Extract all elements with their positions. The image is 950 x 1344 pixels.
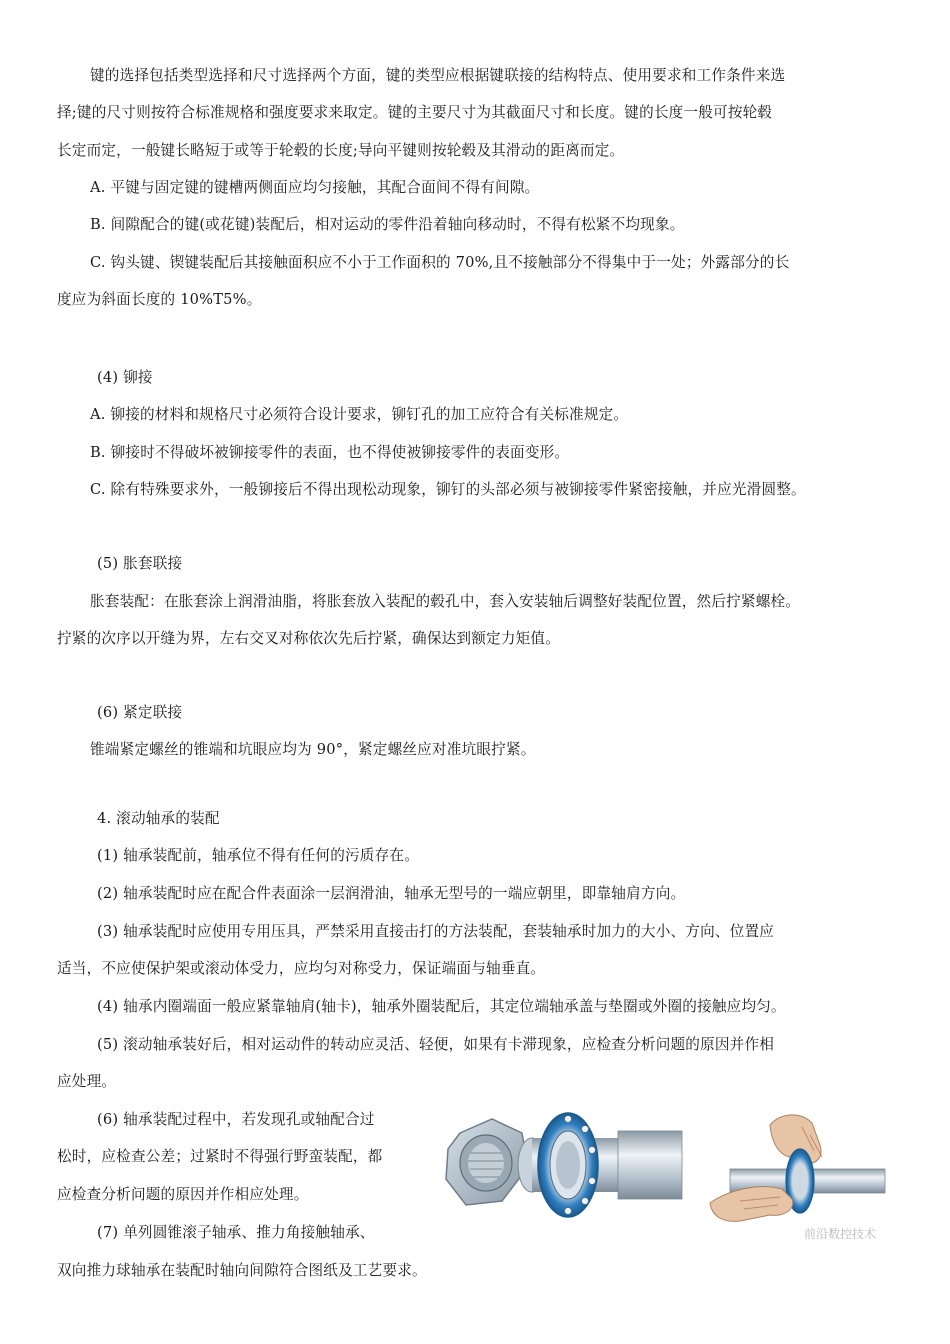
paragraph-line: 适当，不应使保护架或滚动体受力，应均匀对称受力，保证端面与轴垂直。 <box>57 960 546 977</box>
paragraph-line: 度应为斜面长度的 10%T5%。 <box>57 291 262 308</box>
list-item: (1) 轴承装配前，轴承位不得有任何的污质存在。 <box>97 847 419 864</box>
list-item: (7) 单列圆锥滚子轴承、推力角接触轴承、 <box>97 1224 375 1241</box>
list-item: C. 钩头键、锲键装配后其接触面积应不小于工作面积的 70%,且不接触部分不得集中于一处；外露部分的长 <box>90 254 790 271</box>
section-heading: 4. 滚动轴承的装配 <box>97 810 220 827</box>
watermark: 前沿数控技术 <box>803 1227 876 1241</box>
list-item: A. 平键与固定键的键槽两侧面应均匀接触，其配合面间不得有间隙。 <box>90 179 540 196</box>
list-item: (4) 轴承内圈端面一般应紧靠轴肩(轴卡)，轴承外圈装配后，其定位端轴承盖与垫圈或外圈的接触应均匀。 <box>97 998 786 1015</box>
list-item: (6) 轴承装配过程中，若发现孔或轴配合过 <box>97 1111 375 1128</box>
list-item: (3) 轴承装配时应使用专用压具，严禁采用直接击打的方法装配，套装轴承时加力的大小、方向、位置应 <box>97 923 775 940</box>
ball-bearing <box>538 1113 598 1217</box>
paragraph-line: 拧紧的次序以开缝为界，左右交叉对称依次先后拧紧，确保达到额定力矩值。 <box>57 630 560 647</box>
paragraph-line: 胀套装配：在胀套涂上润滑油脂，将胀套放入装配的毂孔中，套入安装轴后调整好装配位置，然后拧紧螺栓。 <box>90 593 801 610</box>
list-item: (2) 轴承装配时应在配合件表面涂一层润滑油，轴承无型号的一端应朝里，即靠轴肩方向。 <box>97 885 686 902</box>
list-item: B. 铆接时不得破坏被铆接零件的表面，也不得使被铆接零件的表面变形。 <box>90 444 570 461</box>
paragraph-line: 长定而定，一般键长略短于或等于轮毂的长度;导向平键则按轮毂及其滑动的距离而定。 <box>57 142 625 159</box>
list-item: C. 除有特殊要求外，一般铆接后不得出现松动现象，铆钉的头部必须与被铆接零件紧密接触，并应光滑圆整。 <box>90 481 806 498</box>
paragraph-line: 键的选择包括类型选择和尺寸选择两个方面，键的类型应根据键联接的结构特点、使用要求和工作条件来选 <box>90 67 786 84</box>
paragraph-line: 择;键的尺寸则按符合标准规格和强度要求来取定。键的主要尺寸为其截面尺寸和长度。键的长度一般可按轮毂 <box>57 104 773 121</box>
section-heading: (6) 紧定联接 <box>97 704 183 721</box>
lock-nut <box>446 1119 528 1205</box>
paragraph-line: 双向推力球轴承在装配时轴向间隙符合图纸及工艺要求。 <box>57 1262 427 1279</box>
hands-installing-bearing <box>710 1115 885 1221</box>
section-heading: (5) 胀套联接 <box>97 555 183 572</box>
list-item: A. 铆接的材料和规格尺寸必须符合设计要求，铆钉孔的加工应符合有关标准规定。 <box>90 406 629 423</box>
paragraph-line: 应检查分析问题的原因并作相应处理。 <box>57 1186 309 1203</box>
paragraph-line: 锥端紧定螺丝的锥端和坑眼应均为 90°，紧定螺丝应对准坑眼拧紧。 <box>90 741 536 758</box>
paragraph-line: 松时，应检查公差；过紧时不得强行野蛮装配，都 <box>57 1148 383 1165</box>
list-item: (5) 滚动轴承装好后，相对运动件的转动应灵活、轻便，如果有卡滞现象，应检查分析问题的原因并作相 <box>97 1036 775 1053</box>
bearing-illustration <box>440 1105 890 1250</box>
section-heading: (4) 铆接 <box>97 369 153 386</box>
list-item: B. 间隙配合的键(或花键)装配后，相对运动的零件沿着轴向移动时，不得有松紧不均现象。 <box>90 216 685 233</box>
paragraph-line: 应处理。 <box>57 1073 117 1090</box>
